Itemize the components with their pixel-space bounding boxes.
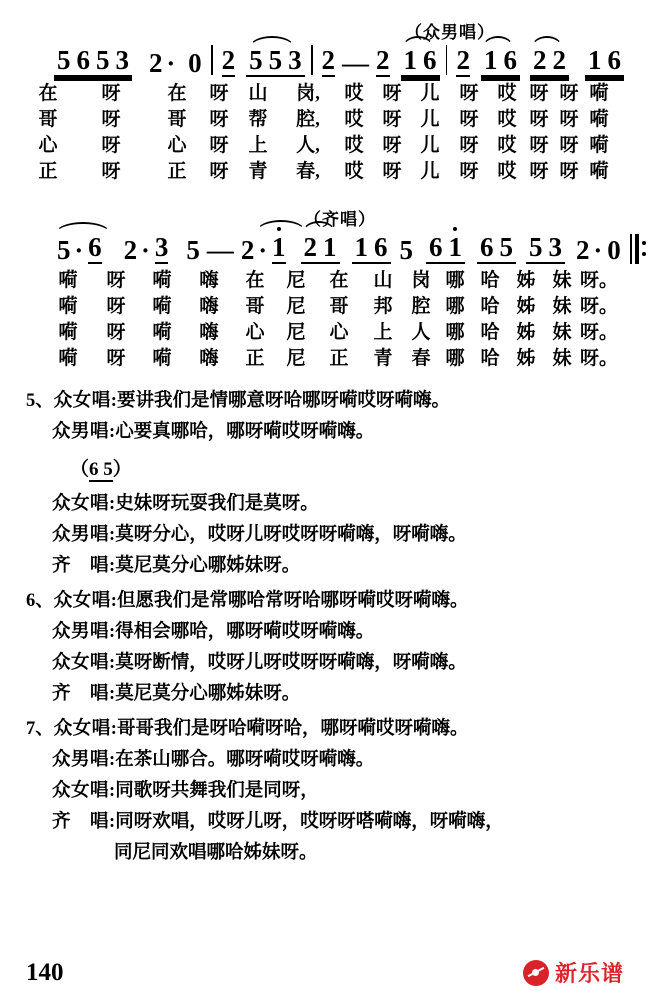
lyric-syllable: 嗬 [589,83,609,104]
lyric-syllable: 嗬 [58,348,78,369]
lyric-syllable: 尼 [286,322,306,343]
lyric-syllable: 在 [167,83,187,104]
lyric-syllable: 哎 [344,109,364,130]
lyric-syllable: 在 [245,270,265,291]
barline [211,45,213,75]
lyric-syllable: 青 [248,161,268,182]
verse-role: 齐 唱 [52,684,110,704]
note: 1 [403,45,418,75]
lyrics-block-1 [26,81,624,185]
lyric-syllable: 呀 [529,135,549,156]
lyric-syllable: 呀 [101,161,121,182]
lyric-syllable: 儿 [420,135,440,156]
page-footer [0,957,650,988]
verse-role: 众男唱 [52,750,110,770]
lyric-row [26,159,624,185]
note: 3 [154,232,169,262]
note: 2 [123,235,138,265]
note: 5 [399,235,414,265]
beam-group [481,47,520,77]
verse-5 [26,386,624,448]
verse-line: 众男唱:在茶山哪合。哪呀嗬哎呀嗬嗨。 [52,750,375,770]
duration-dot: · [593,236,603,265]
measure-3 [219,47,305,77]
verse-number: 6、 [26,591,54,611]
lyric-row [44,320,624,346]
lyric-syllable: 妹 [552,348,572,369]
lyric-syllable: 呀 [559,83,579,104]
lyric-syllable: 呀 [559,135,579,156]
duration-dot: · [166,49,176,78]
lyric-syllable: 腔 [411,296,431,317]
music-system-1 [26,18,624,185]
lyric-syllable: 呀 [559,161,579,182]
note: 5 [529,232,543,262]
lyric-syllable: 哎 [497,135,517,156]
lyric-syllable: 正 [167,161,187,182]
verse-role: 众女唱 [53,719,111,739]
lyric-syllable: 呀 [382,161,402,182]
lyric-syllable: 哎 [497,161,517,182]
verse-role: 齐 唱 [52,812,110,832]
note: 2 [321,45,336,75]
lyric-syllable: 呀 [382,83,402,104]
logo-text: 新乐谱 [554,961,624,986]
note: 2 [303,232,318,262]
verse-line: 众男唱:心要真哪哈，哪呀嗬哎呀嗬嗨。 [52,422,375,442]
note: 2 [532,45,547,75]
lyric-syllable: 呀 [101,83,121,104]
measure-3 [183,234,288,264]
performance-label-2: （齐唱） [304,210,376,229]
lyric-syllable: 嗬 [589,135,609,156]
lyric-syllable: 嗬 [58,322,78,343]
duration-dot: · [74,236,84,265]
lyric-syllable: 呀 [106,322,126,343]
lyric-syllable: 哥 [167,109,187,130]
note: 5 [249,45,263,75]
verse-role: 众女唱 [53,391,111,411]
verse-role: 众女唱 [52,781,110,801]
note: 3 [288,45,302,75]
verse-line: 7、众女唱:哥哥我们是呀哈嗬呀哈，哪呀嗬哎呀嗬嗨。 [26,719,469,739]
duration-dot: · [258,236,268,265]
verse-text: 莫呀断情，哎呀儿呀哎呀呀嗬嗨，呀嗬嗨。 [115,653,467,673]
measure-4 [319,47,440,77]
note: 2 [221,45,236,75]
lyric-syllable: 哪 [445,270,465,291]
lyric-syllable: 呀 [106,348,126,369]
lyric-syllable: 呀 [529,109,549,130]
verse-text: 同呀欢唱，哎呀儿呀，哎呀呀嗒嗬嗨，呀嗬嗨， [115,812,504,832]
lyric-syllable: 儿 [420,109,440,130]
note: 1 [323,232,337,262]
note: 6 [76,45,90,75]
beam-group [401,47,440,77]
lyric-row [26,107,624,133]
verse-7 [26,714,624,869]
note: 1 [448,232,463,262]
verse-text: 哥哥我们是呀哈嗬呀哈，哪呀嗬哎呀嗬嗨。 [116,719,469,739]
lyric-syllable: 上 [373,322,393,343]
note: 2 [149,48,163,78]
lyric-syllable: 嗬 [58,296,78,317]
verse-text: 史妹呀玩耍我们是莫呀。 [115,494,319,514]
lyric-row [44,294,624,320]
verse-6-5-group [26,489,624,582]
lyric-syllable: 呀。 [580,322,619,343]
lyric-syllable: 呀。 [580,348,619,369]
page-number: 140 [26,958,64,986]
lyric-syllable: 呀。 [580,270,619,291]
lyric-syllable: 上 [248,135,268,156]
note: 3 [548,232,563,262]
verse-role: 众女唱 [53,591,111,611]
lyric-syllable: 呀 [101,109,121,130]
measure-1 [54,47,132,77]
lyric-syllable: 哎 [344,135,364,156]
lyric-syllable: 心 [329,322,349,343]
beam-group [426,234,465,264]
performance-label-1: （众男唱） [405,23,495,42]
lyric-syllable: 哈 [480,296,500,317]
measure-2 [121,234,172,264]
measure-5 [453,47,624,77]
lyric-syllable: 人 [411,322,431,343]
beam-group [246,47,305,77]
lyric-syllable: 正 [38,161,58,182]
lyric-syllable: 呀 [209,83,229,104]
lyric-syllable: 呀 [529,83,549,104]
lyric-syllable: 姊 [516,296,536,317]
verse-number: 7、 [26,719,54,739]
note: 5 [186,235,200,265]
lyric-syllable: 春, [296,161,320,182]
verse-text: 同尼同欢唱哪哈姊妹呀。 [114,843,318,863]
lyric-syllable: 哎 [344,83,364,104]
verse-line: 众男唱:得相会哪哈，哪呀嗬哎呀嗬嗨。 [52,622,375,642]
lyric-row [44,268,624,294]
verse-line: 众女唱:莫呀断情，哎呀儿呀哎呀呀嗬嗨，呀嗬嗨。 [52,653,467,673]
lyric-syllable: 哪 [445,348,465,369]
lyric-syllable: 心 [167,135,187,156]
note: 6 [503,45,517,75]
verse-text: 莫尼莫分心哪姊妹呀。 [115,556,301,576]
barline [446,45,448,75]
lyric-syllable: 山 [248,83,268,104]
lyric-syllable: 嗨 [199,348,219,369]
note: 5 [96,45,110,75]
beam-group [477,234,516,264]
sustain-dash: — [206,235,234,265]
lyric-syllable: 嗨 [199,322,219,343]
lyric-syllable: 嗬 [152,322,172,343]
lyric-syllable: 呀 [459,161,479,182]
notation-row-2 [26,232,624,264]
note: 5 [268,45,283,75]
verse-6 [26,586,624,710]
lyric-syllable: 呀 [382,109,402,130]
lyric-syllable: 人, [296,135,320,156]
lyric-syllable: 正 [245,348,265,369]
measure-1 [54,234,105,264]
note: 6 [423,45,437,75]
lyric-syllable: 嗬 [589,161,609,182]
lyric-syllable: 心 [245,322,265,343]
verse-text-block [26,386,624,869]
verse-text: 在茶山哪合。哪呀嗬哎呀嗬嗨。 [115,750,375,770]
beam-group [301,234,340,264]
lyric-syllable: 尼 [286,296,306,317]
lyric-syllable: 哈 [480,322,500,343]
lyric-syllable: 哈 [480,270,500,291]
lyric-syllable: 哥 [245,296,265,317]
beam-group [585,47,624,77]
lyric-syllable: 春 [411,348,431,369]
duration-dot: · [141,236,150,265]
note: 6 [480,232,494,262]
lyric-syllable: 正 [329,348,349,369]
verse-text: 莫呀分心，哎呀儿呀哎呀呀嗬嗨，呀嗬嗨。 [115,525,467,545]
lyric-syllable: 呀 [209,109,229,130]
verse-role: 齐 唱 [52,556,110,576]
lyric-syllable: 嗬 [152,270,172,291]
lyric-syllable: 哎 [497,109,517,130]
note: 6 [88,232,102,262]
lyric-syllable: 哈 [480,348,500,369]
note: 1 [483,45,498,75]
verse-role: 众男唱 [52,422,110,442]
note: 1 [354,232,369,262]
beam-group [54,47,132,77]
verse-line: 众女唱:史妹呀玩耍我们是莫呀。 [52,494,319,514]
lyric-syllable: 妹 [552,322,572,343]
verse-role: 众女唱 [52,653,110,673]
lyric-syllable: 呀 [459,135,479,156]
site-logo[interactable] [523,957,624,988]
lyric-syllable: 呀 [106,270,126,291]
sustain-dash: — [342,48,370,78]
barline [311,45,313,75]
beam-group [352,234,391,264]
lyric-syllable: 哪 [445,296,465,317]
lyric-syllable: 儿 [420,161,440,182]
lyric-row [26,81,624,107]
lyric-syllable: 呀 [101,135,121,156]
note: 2 [456,45,470,75]
lyric-syllable: 呀 [209,135,229,156]
interlude-notes-visual: 6 5 [89,459,113,480]
lyrics-block-2 [26,268,624,372]
lyric-syllable: 呀 [209,161,229,182]
lyric-syllable: 妹 [552,296,572,317]
lyric-syllable: 哥 [38,109,58,130]
measure-2 [146,50,205,77]
note: 2 [240,235,255,265]
lyric-row [26,133,624,159]
lyric-syllable: 呀 [106,296,126,317]
lyric-syllable: 岗 [411,270,431,291]
note: 0 [607,235,621,265]
disc-icon [523,960,549,986]
note: 0 [188,48,202,78]
lyric-syllable: 呀 [529,161,549,182]
note: 5 [57,235,71,265]
verse-text: 莫尼莫分心哪姊妹呀。 [115,684,301,704]
lyric-syllable: 邦 [373,296,393,317]
verse-line: 齐 唱:莫尼莫分心哪姊妹呀。 [52,556,301,576]
verse-role: 众男唱 [52,622,110,642]
interlude-marking: （6 5） [70,459,132,480]
verse-number: 5、 [26,391,54,411]
verse-line: 5、众女唱:要讲我们是情哪意呀哈哪呀嗬哎呀嗬嗨。 [26,391,450,411]
verse-text: 得相会哪哈，哪呀嗬哎呀嗬嗨。 [115,622,375,642]
lyric-syllable: 呀 [559,109,579,130]
lyric-syllable: 呀 [382,135,402,156]
note: 6 [429,232,443,262]
note: 2 [576,235,590,265]
lyric-syllable: 腔, [296,109,320,130]
lyric-syllable: 姊 [516,348,536,369]
note: 1 [272,232,286,262]
lyric-syllable: 尼 [286,270,306,291]
lyric-syllable: 山 [373,270,393,291]
lyric-syllable: 妹 [552,270,572,291]
lyric-syllable: 青 [373,348,393,369]
lyric-syllable: 嗬 [58,270,78,291]
lyric-syllable: 嗨 [199,296,219,317]
verse-role: 众男唱 [52,525,110,545]
verse-line: 齐 唱:同呀欢唱，哎呀儿呀，哎呀呀嗒嗬嗨，呀嗬嗨， [52,812,504,832]
note: 5 [57,45,71,75]
note: 6 [607,45,621,75]
verse-line [26,838,624,869]
lyric-syllable: 嗬 [152,296,172,317]
note: 3 [115,45,129,75]
measure-4 [301,234,466,264]
lyric-syllable: 哪 [445,322,465,343]
verse-line: 齐 唱:莫尼莫分心哪姊妹呀。 [52,684,301,704]
note: 2 [376,45,390,75]
note: 1 [587,45,602,75]
lyric-syllable: 儿 [420,83,440,104]
lyric-syllable: 嗨 [199,270,219,291]
lyric-syllable: 嗬 [589,109,609,130]
lyric-row [44,346,624,372]
lyric-syllable: 姊 [516,270,536,291]
notation-row-1 [26,45,624,77]
verse-text: 心要真哪哈，哪呀嗬哎呀嗬嗨。 [115,422,375,442]
lyric-syllable: 在 [329,270,349,291]
verse-text: 要讲我们是情哪意呀哈哪呀嗬哎呀嗬嗨。 [116,391,450,411]
lyric-syllable: 呀 [459,83,479,104]
lyric-syllable: 呀 [459,109,479,130]
verse-text: 但愿我们是常哪哈常呀哈哪呀嗬哎呀嗬嗨。 [116,591,469,611]
lyric-syllable: 嗬 [152,348,172,369]
verse-line: 众女唱:同歌呀共舞我们是同呀， [52,781,319,801]
verse-role: 众女唱 [52,494,110,514]
lyric-syllable: 尼 [286,348,306,369]
lyric-syllable: 哥 [329,296,349,317]
lyric-syllable: 心 [38,135,58,156]
lyric-syllable: 帮 [248,109,268,130]
beam-group [530,47,569,77]
note: 5 [499,232,514,262]
note: 6 [374,232,388,262]
note: 2 [552,45,566,75]
verse-line: 6、众女唱:但愿我们是常哪哈常呀哈哪呀嗬哎呀嗬嗨。 [26,591,469,611]
lyric-syllable: 呀。 [580,296,619,317]
lyric-syllable: 哎 [497,83,517,104]
lyric-syllable: 岗, [296,83,320,104]
lyric-syllable: 姊 [516,322,536,343]
measure-5 [477,234,624,264]
verse-line: 众男唱:莫呀分心，哎呀儿呀哎呀呀嗬嗨，呀嗬嗨。 [52,525,467,545]
music-system-2 [26,205,624,372]
lyric-syllable: 在 [38,83,58,104]
beam-group [526,234,565,264]
verse-text: 同歌呀共舞我们是同呀， [115,781,319,801]
lyric-syllable: 哎 [344,161,364,182]
